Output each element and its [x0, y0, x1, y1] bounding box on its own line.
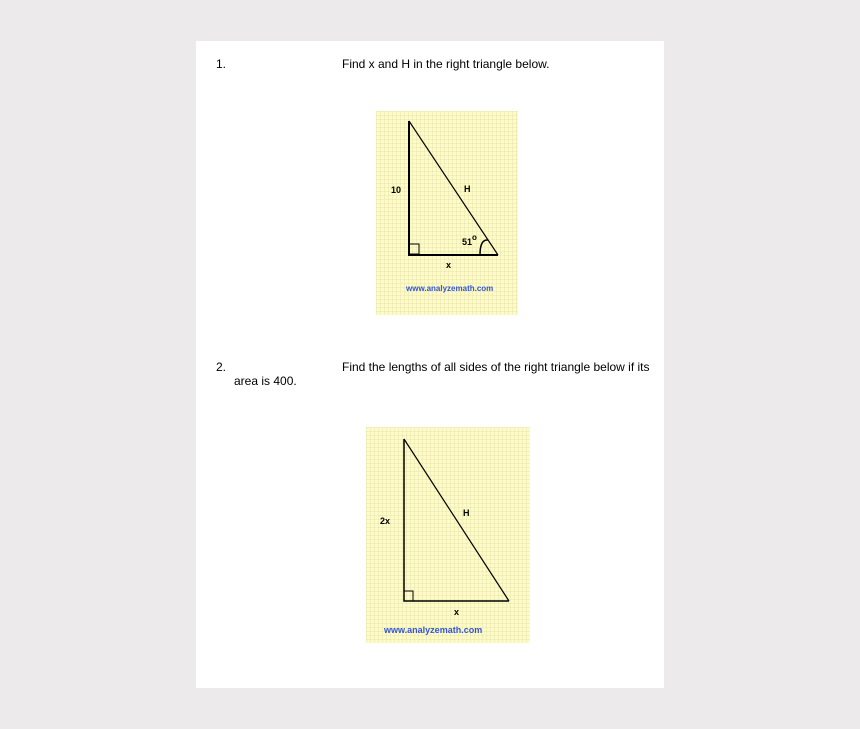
right-angle-marker-1: [409, 244, 419, 254]
vertical-side-label-1: 10: [391, 185, 402, 195]
hypotenuse-label-2: H: [463, 508, 470, 518]
triangle-hypotenuse-2: [404, 439, 509, 601]
base-label-1: x: [446, 260, 452, 270]
question-2-number: 2.: [216, 360, 227, 374]
question-2-text-line2: area is 400.: [234, 374, 297, 388]
base-label-2: x: [454, 607, 460, 617]
angle-value-label-1: 51: [462, 237, 473, 247]
triangle-diagram-2: [366, 427, 530, 643]
vertical-side-label-2: 2x: [380, 516, 391, 526]
question-2-text-line1: Find the lengths of all sides of the right triangle below if its: [342, 360, 650, 374]
triangle-hypotenuse-1: [409, 121, 498, 255]
angle-arc-1: [480, 240, 488, 255]
question-1-number: 1.: [216, 57, 227, 71]
angle-degree-label-1: o: [472, 233, 477, 242]
triangle-diagram-1: [376, 111, 518, 315]
question-1-text: Find x and H in the right triangle below.: [342, 57, 550, 71]
hypotenuse-label-1: H: [464, 184, 471, 194]
triangle-figure-1: [376, 111, 518, 315]
watermark-1: www.analyzemath.com: [406, 284, 494, 293]
document-page: [196, 41, 664, 688]
triangle-figure-2: [366, 427, 530, 643]
right-angle-marker-2: [404, 591, 413, 601]
watermark-2: www.analyzemath.com: [384, 625, 483, 635]
